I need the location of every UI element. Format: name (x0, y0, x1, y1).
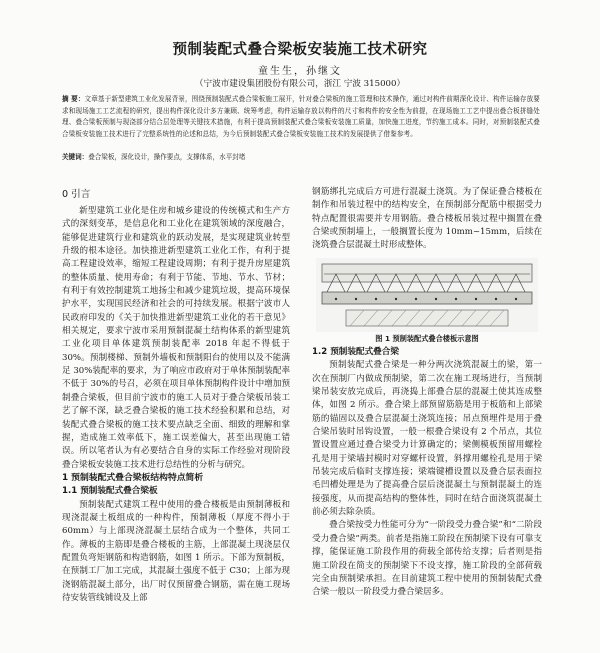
precast-slab (322, 292, 532, 304)
abstract-text: 文章基于新型建筑工业化发展背景，围绕预制装配式叠合梁板施工展开，针对叠合梁板的施工管理和技术操作，通过对构件前期深化设计、构件运输存放要求和现场施工工艺流程的研究，提出构件深化设计多方兼顾、统筹考虑，构件运输存放以构件的尺寸和构件的安全性为前提，在现场施工工艺中提出叠合板拼缝处理、叠合梁板预制与现浇部分结合层处理等关键技术措施，有利于提高预制装配式叠合梁板安装施工质量，加快施工进度，节约施工成本。同时，对预制装配式叠合梁板安装施工技术进行了完整系统性的论述和总结，为今后预制装配式叠合梁板安装施工技术的发展提供了借鉴参考。 (62, 95, 540, 138)
section-1-2-paragraph-2: 叠合梁按受力性能可分为“一阶段受力叠合梁”和“二阶段受力叠合梁”两类。前者是指施工阶段在预制梁下设有可靠支撑，能保证施工阶段作用的荷载全部传给支撑；后者则是指施工阶段在简支的预制梁下不设支撑，施工阶段的全部荷载完全由预制梁承担。在目前建筑工程中使用的预制装配式叠合梁一般以一阶段受力叠合梁居多。 (312, 520, 542, 598)
keywords (62, 152, 540, 164)
figure-1-caption: 图 1 预制装配式叠合楼板示意图 (375, 334, 479, 343)
intro-paragraph: 新型建筑工业化是住房和城乡建设的传统模式和生产方式的深刻变革，是信息化和工业化在建筑领域的深度融合，能够促进建筑行业和建筑业的跃动发展，是实现建筑业转型升级的根本途径。加快推进新型建筑工业化工作，有利于提高工程建设效率，缩短工程建设周期；有利于提升房屋建筑的整体质量、使用寿命；有利于节能、节地、节水、节材；有利于有效控制建筑工地扬尘和减少建筑垃圾，提高环境保护水平，实现国民经济和社会的可持续发展。根据宁波市人民政府印发的《关于加快推进新型建筑工业化的若干意见》相关规定，要求宁波市采用预制混凝土结构体系的新型建筑工业化项目单体建筑预制装配率 2018 年起不得低于 30%。预制楼梯、预制外墙板和预制阳台的使用以及不能满足 30%装配率的要求，为了响应市政府对于单体预制装配率不低于 30%的号召，必须在项目单体预制构件设计中增加预制叠合梁板，但目前宁波市的施工人员对于叠合梁板吊装工艺了解不深，缺乏叠合梁板的施工技术经验积累和总结，对装配式叠合梁板的施工技术要点缺乏全面、细致的理解和掌握，造成施工效率低下，施工误差偏大，甚至出现施工错误。所以笔者认为有必要结合自身的实际工作经验对现阶段叠合梁板安装施工技术进行总结性的分析与研究。 (62, 206, 290, 470)
section-1-2-paragraph: 预制装配式叠合梁是一种分两次浇筑混凝土的梁，第一次在预制厂内做成预制梁，第二次在施工现场进行，当预制梁吊装安放完成后，再浇捣上部叠合层的混凝土使其连成整体，如图 2 所示。叠合梁上部预留筋筋是用于板筋和上部梁筋的锚固以及叠合层混凝土浇筑连接；吊点预埋件是用于叠合梁吊装时吊钩设置，一般一根叠合梁设有 2 个吊点，其位置设置应通过叠合梁受力计算确定的；梁侧模板预留用螺栓孔是用于梁墙封模时对穿螺杆设置，斜撑用螺栓孔是用于梁吊装完成后临时支撑连接；梁端键槽设置以及叠合层表面拉毛凹槽处理是为了提高叠合层后浇混凝土与预制混凝土的连接强度，从而提高结构的整体性，同时在结合面浇筑混凝土前必须去除杂质。 (312, 360, 542, 518)
slab-diagram-svg (316, 258, 538, 332)
section-1-2-heading: 1.2 预制装配式叠合梁 (312, 347, 399, 357)
section-1-heading: 1 预制装配式叠合梁板结构特点简析 (62, 472, 204, 483)
abstract-label: 摘 要： (62, 95, 85, 103)
paper-affiliation: （宁波市建设集团股份有限公司，浙江 宁波 315000） (194, 79, 406, 89)
section-0-heading: 0 引言 (62, 189, 91, 200)
paper-authors: 童生生，孙继文 (258, 66, 342, 77)
section-1-1-heading: 1.1 预制装配式叠合梁板 (62, 486, 158, 497)
abstract (62, 94, 540, 140)
keywords-label: 关键词： (62, 153, 89, 161)
keywords-text: 叠合梁板，深化设计，操作要点，支撑体系，水平封堵 (88, 153, 246, 161)
left-column (62, 186, 290, 605)
section-1-1-paragraph: 预制装配式建筑工程中使用的叠合楼板是由预制薄板和现浇混凝土板组成的一种构件，预制薄板（厚度不得小于 60mm）与上部现浇混凝土层结合成为一个整体，共同工作。薄板的主筋即是叠合楼板的主筋，上部混凝土现浇层仅配置负弯矩钢筋和构造钢筋，如图 1 所示。下部为预制板，在预制工厂加工完成，其混凝土强度不低于 C30；上部为现浇钢筋混凝土部分，出厂时仅预留叠合钢筋，需在施工现场待安装管线铺设及上部 (62, 499, 290, 603)
figure-1-slab-diagram (316, 258, 538, 332)
paper-title: 预制装配式叠合梁板安装施工技术研究 (172, 42, 428, 58)
continued-paragraph: 钢筋绑扎完成后方可进行混凝土浇筑。为了保证叠合楼板在制作和吊装过程中的结构安全，在预制部分配筋中根据受力特点配置很需要并专用钢筋。叠合楼板吊装过程中搁置在叠合梁或预制墙上，一般搁置长度为 10mm~15mm，后续在浇筑叠合层混凝土时形成整体。 (312, 187, 542, 251)
right-column-bottom (312, 346, 542, 600)
right-column-top (312, 186, 542, 253)
